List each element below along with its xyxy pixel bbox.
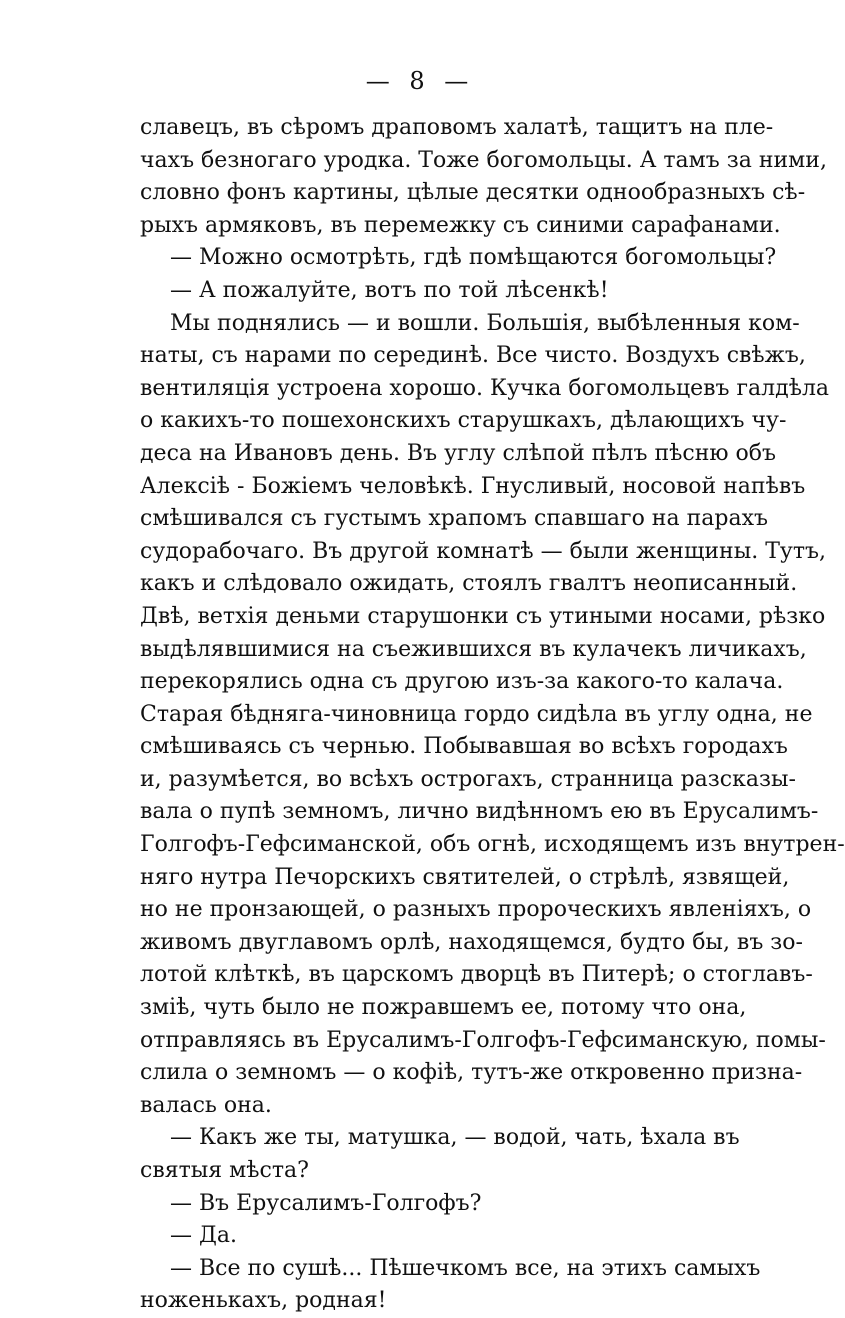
text-line: святыя мѣста? (140, 1158, 309, 1183)
text-line: отправляясь въ Ерусалимъ-Голгофъ-Гефсиманскую, помы- (140, 1027, 826, 1053)
text-line: какъ и слѣдовало ожидать, стоялъ гвалтъ неописанный. (140, 571, 798, 597)
text-line: вентиляція устроена хорошо. Кучка богомольцевъ галдѣла (140, 375, 830, 401)
text-line: — Какъ же ты, матушка, — водой, чать, ѣхала въ (170, 1125, 740, 1151)
text-line: — А пожалуйте, вотъ по той лѣсенкѣ! (170, 277, 609, 303)
text-line: выдѣлявшимися на съежившихся въ кулачекъ личикахъ, (140, 636, 807, 662)
text-line: Старая бѣдняга-чиновница гордо сидѣла въ углу одна, не (140, 701, 813, 727)
text-line: — Да. (170, 1223, 237, 1249)
text-line: смѣшиваясь съ чернью. Побывавшая во всѣхъ городахъ (140, 734, 788, 760)
text-line: смѣшивался съ густымъ храпомъ спавшаго на парахъ (140, 506, 768, 532)
page-number: — 8 — (365, 67, 475, 95)
text-line: Мы поднялись — и вошли. Большія, выбѣленныя ком- (170, 310, 800, 336)
text-line: о какихъ-то пошехонскихъ старушкахъ, дѣлающихъ чу- (140, 408, 787, 434)
text-line: вала о пупѣ земномъ, лично видѣнномъ ею въ Ерусалимъ- (140, 799, 819, 825)
text-line: наты, съ нарами по серединѣ. Все чисто. Воздухъ свѣжъ, (140, 343, 806, 369)
text-line: ноженькахъ, родная! (140, 1288, 387, 1314)
text-line: — Въ Ерусалимъ-Голгофъ? (170, 1190, 482, 1216)
text-line: — Все по сушѣ... Пѣшечкомъ все, на этихъ самыхъ (170, 1255, 761, 1281)
text-line: Голгофъ-Гефсиманской, объ огнѣ, исходящемъ изъ внутрен- (140, 832, 845, 858)
text-line: словно фонъ картины, цѣлые десятки однообразныхъ сѣ- (140, 180, 806, 206)
text-line: слила о земномъ — о кофіѣ, тутъ-же откровенно призна- (140, 1060, 803, 1086)
text-line: валась она. (140, 1092, 272, 1118)
text-line: няго нутра Печорскихъ святителей, о стрѣлѣ, язвящей, (140, 864, 790, 890)
body-text (140, 112, 845, 1318)
text-line: но не пронзающей, о разныхъ пророческихъ явленіяхъ, о (140, 897, 812, 923)
text-line: — Можно осмотрѣть, гдѣ помѣщаются богомольцы? (170, 245, 777, 271)
text-line: перекорялись одна съ другою изъ-за какого-то калача. (140, 669, 784, 695)
text-line: судорабочаго. Въ другой комнатѣ — были женщины. Тутъ, (140, 538, 826, 564)
text-line: славецъ, въ сѣромъ драповомъ халатѣ, тащитъ на пле- (140, 115, 774, 140)
text-line: рыхъ армяковъ, въ перемежку съ синими сарафанами. (140, 212, 781, 238)
text-line: деса на Ивановъ день. Въ углу слѣпой пѣлъ пѣсню объ (140, 440, 777, 466)
text-line: живомъ двуглавомъ орлѣ, находящемся, будто бы, въ зо- (140, 929, 803, 955)
text-line: зміѣ, чуть было не пожравшемъ ее, потому что она, (140, 995, 747, 1021)
text-line: и, разумѣется, во всѣхъ острогахъ, странница разсказы- (140, 766, 796, 792)
text-line: чахъ безногаго уродка. Тоже богомольцы. А тамъ за ними, (140, 147, 827, 173)
text-line: Двѣ, ветхія деньми старушонки съ утиными носами, рѣзко (140, 603, 826, 629)
text-line: Алексіѣ - Божіемъ человѣкѣ. Гнусливый, носовой напѣвъ (140, 473, 806, 499)
text-line: лотой клѣткѣ, въ царскомъ дворцѣ въ Питерѣ; о стоглавъ- (140, 962, 813, 988)
